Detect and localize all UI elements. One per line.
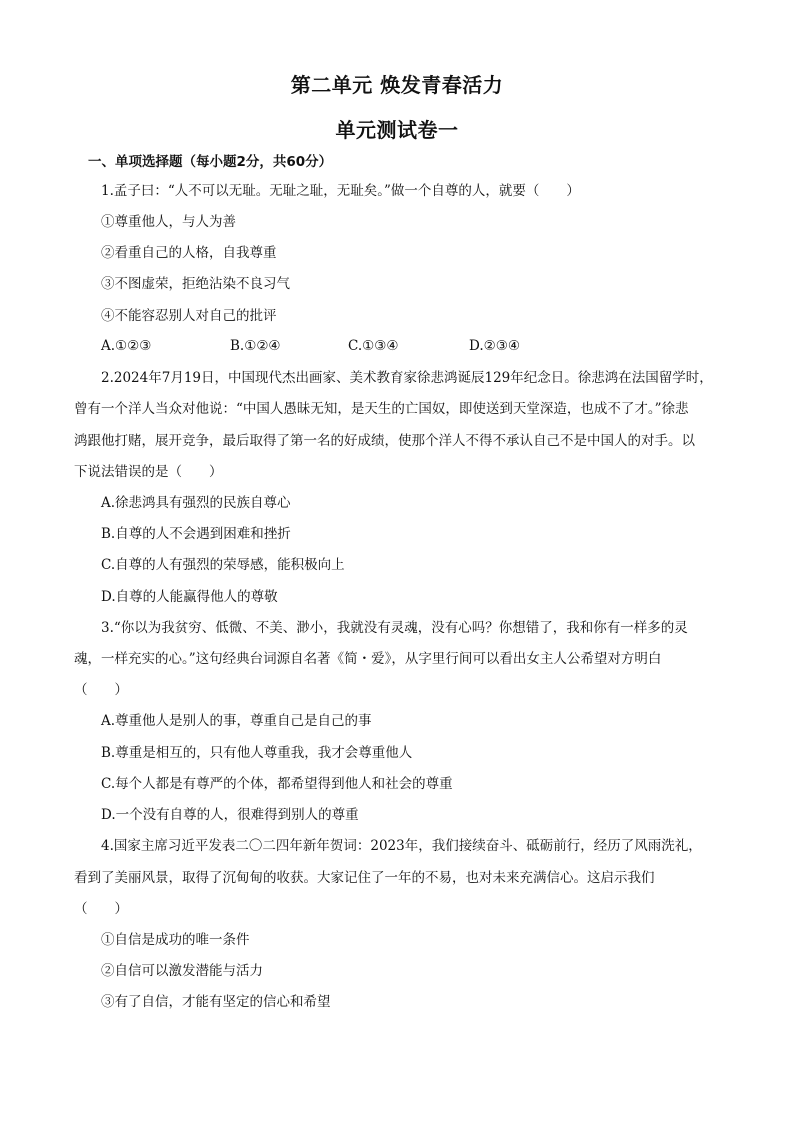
question-2-option-a: A.徐悲鸿具有强烈的民族自尊心 [101,495,291,511]
question-1-item-3: ③不图虚荣，拒绝沾染不良习气 [101,276,290,292]
question-1-option-b: B.①②④ [230,338,281,354]
question-1-item-2: ②看重自己的人格，自我尊重 [101,245,277,261]
question-3-line-1: 3.“你以为我贫穷、低微、不美、渺小，我就没有灵魂，没有心吗？你想错了，我和你有一样多的灵 [101,620,688,636]
question-4-line-3: （ ） [74,901,128,917]
question-1-option-a: A.①②③ [101,338,152,354]
question-3-option-d: D.一个没有自尊的人，很难得到别人的尊重 [101,807,359,823]
question-2-line-1: 2.2024年7月19日，中国现代杰出画家、美术教育家徐悲鸿诞辰129年纪念日。徐悲鸿在法国留学时， [101,370,713,386]
document-subtitle: 单元测试卷一 [335,118,459,142]
question-2-line-2: 曾有一个洋人当众对他说：“中国人愚昧无知，是天生的亡国奴，即使送到天堂深造，也成不了才。”徐悲 [74,401,689,417]
question-4-item-2: ②自信可以激发潜能与活力 [101,963,263,979]
question-1-item-4: ④不能容忍别人对自己的批评 [101,308,277,324]
question-2-option-c: C.自尊的人有强烈的荣辱感，能积极向上 [101,557,345,573]
question-2-option-d: D.自尊的人能赢得他人的尊敬 [101,589,278,605]
document-title: 第二单元 焕发青春活力 [290,73,504,97]
question-1-item-1: ①尊重他人，与人为善 [101,214,236,230]
question-2-line-4: 下说法错误的是（ ） [74,464,223,480]
question-3-option-a: A.尊重他人是别人的事，尊重自己是自己的事 [101,713,372,729]
question-3-option-c: C.每个人都是有尊严的个体，都希望得到他人和社会的尊重 [101,776,453,792]
question-4-item-3: ③有了自信，才能有坚定的信心和希望 [101,994,331,1010]
question-4-line-1: 4.国家主席习近平发表二〇二四年新年贺词：2023年，我们接续奋斗、砥砺前行，经历了风雨洗礼， [101,838,702,854]
question-1-option-c: C.①③④ [348,338,399,354]
question-2-line-3: 鸿跟他打赌，展开竞争，最后取得了第一名的好成绩，使那个洋人不得不承认自己不是中国人的对手。以 [74,433,695,449]
question-1-stem: 1.孟子曰：“人不可以无耻。无耻之耻，无耻矣。”做一个自尊的人，就要（ ） [101,183,580,199]
question-3-option-b: B.尊重是相互的，只有他人尊重我，我才会尊重他人 [101,745,413,761]
question-3-line-3: （ ） [74,682,128,698]
question-1-option-d: D.②③④ [469,338,520,354]
section-heading: 一、单项选择题（每小题2分，共60分） [88,154,333,170]
question-4-item-1: ①自信是成功的唯一条件 [101,932,250,948]
question-4-line-2: 看到了美丽风景，取得了沉甸甸的收获。大家记住了一年的不易，也对未来充满信心。这启示我们 [74,870,655,886]
question-3-line-2: 魂，一样充实的心。”这句经典台词源自名著《简・爱》，从字里行间可以看出女主人公希望对方明白 [74,651,662,667]
question-2-option-b: B.自尊的人不会遇到困难和挫折 [101,526,291,542]
